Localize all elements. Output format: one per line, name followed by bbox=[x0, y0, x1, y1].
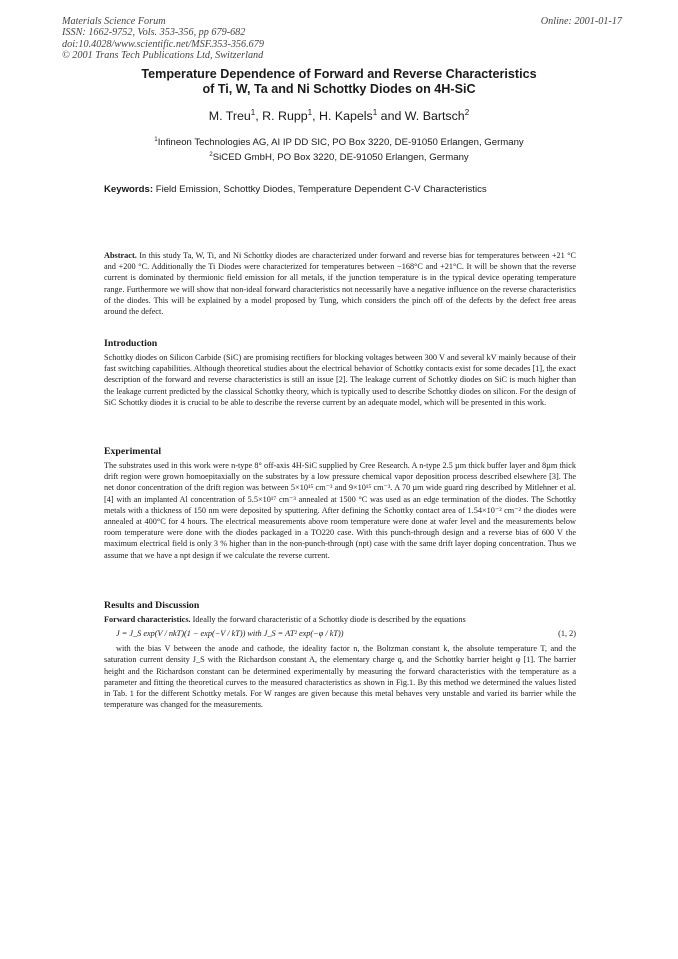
experimental-text: The substrates used in this work were n-type 8° off-axis 4H-SiC supplied by Cree Research. A n-type 2.5 µm thick buffer layer and 8µm thick drift region were grown homoepitaxially on the substrates by a low pressure chemical vapor deposition process described elsewhere [3]. The net donor concentration of the drift region was between 5×10¹⁵ cm⁻³ and 9×10¹⁵ cm⁻³. A 70 µm wide guard ring described by Mitlehner et al. [4] with an implanted Al concentration of 5.5×10¹⁷ cm⁻³ annealed at 1500 °C was used as an edge termination of the diodes. The Schottky metals with a thickness of 150 nm were deposited by sputtering. After defining the Schottky contact area of 1.54×10⁻² cm⁻² the diodes were annealed at 400°C for 4 hours. The electrical measurements above room temperature were done at wafer level and the measurements below room temperature were done with the diodes packaged in a TO220 case. With this punch-through design and a reverse bias of 600 V the maximum electrical field is only 3 % higher than in the non-punch-through (npt) case with the same drift layer doping concentration. Thus we assume that we have a npt design if we calculate the reverse current. bbox=[104, 461, 576, 560]
author-affiliation-mark: 1 bbox=[307, 107, 313, 117]
abstract-text: In this study Ta, W, Ti, and Ni Schottky diodes are characterized under forward and reverse bias for temperatures between +21 °C and +200 °C. Additionally the Ti Diodes were characterized for temperatures between −168°C and +21°C. It will be shown that the reverse current is dominated by thermionic field emission for all metals, if the junction temperature is in the typical device operating temperature range. Furthermore we will show that non-ideal forward characteristics not necessarily have a negative influence on the reverse characteristics of the diodes. This will be explained by a model proposed by Tung, which considers the pinch off of the defects by the defect free areas around the defect. bbox=[104, 251, 577, 317]
affiliation-2 bbox=[62, 152, 616, 163]
author-affiliation-mark: 2 bbox=[464, 107, 470, 117]
results-heading: Results and Discussion bbox=[104, 600, 200, 611]
keywords bbox=[104, 184, 624, 195]
results-body bbox=[104, 614, 576, 710]
results-intro-text: Ideally the forward characteristic of a Schottky diode is described by the equations bbox=[192, 615, 466, 624]
experimental-body bbox=[104, 460, 576, 561]
author-separator: , bbox=[312, 109, 320, 123]
title-line-1: Temperature Dependence of Forward and Reverse Characteristics bbox=[141, 67, 537, 81]
introduction-body bbox=[104, 352, 576, 408]
results-text: with the bias V between the anode and cathode, the ideality factor n, the Boltzman constant k, the absolute temperature T, and the saturation current density J_S with the Richardson constant A, the elementary charge q, and the Schottky barrier height φ [1]. The barrier height and the Richardson constant can be determined experimentally by measuring the forward characteristics with the temperature as a parameter and fitting the theoretical curves to the measured characteristics as shown in Fig.1. By this method we determined the values listed in Tab. 1 for the different Schottky metals. For W ranges are given because this metal behaves very unstable and varied its barrier while the temperature was changed for the measurements. bbox=[104, 644, 576, 710]
journal-name: Materials Science Forum bbox=[62, 16, 166, 27]
keywords-text: Field Emission, Schottky Diodes, Temperature Dependent C-V Characteristics bbox=[155, 184, 487, 195]
author-name: R. Rupp bbox=[262, 109, 308, 123]
paper-title bbox=[62, 67, 616, 97]
author-name: W. Bartsch bbox=[404, 109, 465, 123]
affiliation-text: Infineon Technologies AG, AI IP DD SIC, PO Box 3220, DE-91050 Erlangen, Germany bbox=[157, 137, 524, 148]
issn-line: ISSN: 1662-9752, Vols. 353-356, pp 679-682 bbox=[62, 27, 246, 39]
author-separator: and bbox=[377, 109, 405, 123]
affiliation-text: SiCED GmbH, PO Box 3220, DE-91050 Erlangen, Germany bbox=[212, 152, 469, 163]
title-line-2: of Ti, W, Ta and Ni Schottky Diodes on 4H-SiC bbox=[202, 82, 476, 96]
journal-header bbox=[62, 16, 622, 62]
author-affiliation-mark: 1 bbox=[372, 107, 378, 117]
introduction-heading: Introduction bbox=[104, 338, 158, 349]
author-separator: , bbox=[255, 109, 263, 123]
equation-number: (1, 2) bbox=[558, 629, 576, 639]
affiliation-mark: 2 bbox=[209, 150, 213, 158]
equation-text: J = J_S exp(V / nkT)(1 − exp(−V / kT)) with J_S = AT² exp(−φ / kT)) bbox=[116, 629, 344, 639]
author-list bbox=[62, 109, 616, 123]
author-name: M. Treu bbox=[208, 109, 251, 123]
experimental-heading: Experimental bbox=[104, 446, 162, 457]
abstract bbox=[104, 250, 576, 317]
forward-characteristics-label: Forward characteristics. bbox=[104, 615, 191, 624]
online-date: Online: 2001-01-17 bbox=[540, 16, 622, 27]
doi-line[interactable]: doi:10.4028/www.scientific.net/MSF.353-356.679 bbox=[62, 38, 264, 50]
equation-1-2 bbox=[116, 628, 576, 641]
author-affiliation-mark: 1 bbox=[250, 107, 256, 117]
keywords-label: Keywords: bbox=[104, 184, 154, 195]
abstract-label: Abstract. bbox=[104, 251, 137, 260]
introduction-text: Schottky diodes on Silicon Carbide (SiC) are promising rectifiers for blocking voltages between 300 V and several kV mainly because of their fast switching capabilities. Although theoretical studies about the electrical behavior of Schottky contacts exist for some decades [1], the exact description of the forward and reverse characteristics is still an issue [2]. The leakage current of Schottky diodes on SiC is much higher than the leakage current predicted by the classical Schottky theory, which is typically used to describe Schottky diodes on silicon. For the design of SiC Schottky diodes it is crucial to be able to describe the reverse current by an adequate model, which will be presented in this work. bbox=[104, 353, 576, 407]
affiliation-mark: 1 bbox=[154, 135, 158, 143]
affiliation-1 bbox=[62, 137, 616, 148]
author-name: H. Kapels bbox=[319, 109, 373, 123]
copyright-line: © 2001 Trans Tech Publications Ltd, Switzerland bbox=[62, 50, 264, 62]
